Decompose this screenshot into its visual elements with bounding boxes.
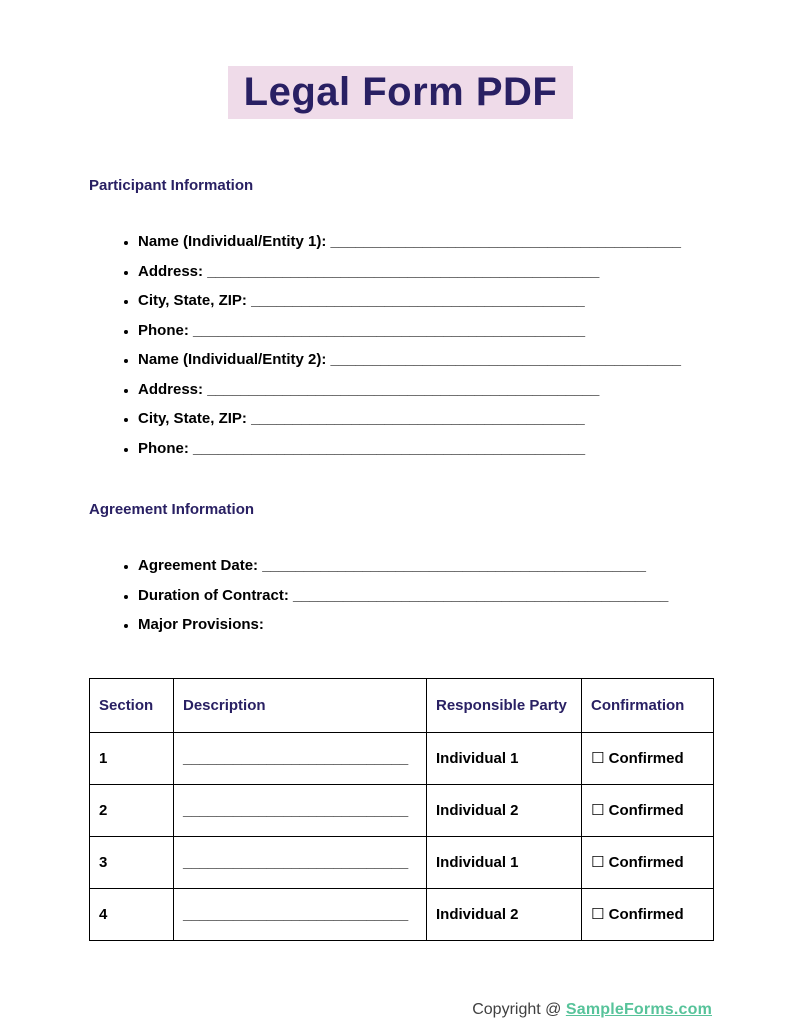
responsible-party-cell: Individual 2 bbox=[427, 784, 582, 836]
form-field-address-2 bbox=[138, 375, 712, 405]
responsible-party-cell: Individual 2 bbox=[427, 888, 582, 940]
confirmation-label: Confirmed bbox=[608, 750, 684, 768]
responsible-party-cell: Individual 1 bbox=[427, 732, 582, 784]
table-row bbox=[90, 784, 714, 836]
form-field-name-entity-1 bbox=[138, 227, 712, 257]
table-row bbox=[90, 888, 714, 940]
table-header-row bbox=[90, 678, 714, 732]
description-blank-cell: ___________________________ bbox=[174, 784, 427, 836]
field-blank-line: __________________________________________ bbox=[330, 351, 681, 369]
confirmation-cell bbox=[582, 888, 714, 940]
checkbox-icon[interactable]: ☐ bbox=[591, 905, 605, 924]
field-label: Agreement Date: bbox=[138, 557, 259, 575]
copyright-text: Copyright @ bbox=[472, 1000, 562, 1018]
page-title: Legal Form PDF bbox=[228, 66, 574, 119]
confirmation-cell bbox=[582, 836, 714, 888]
section-heading-participant-information: Participant Information bbox=[89, 177, 254, 195]
form-field-major-provisions bbox=[138, 610, 712, 640]
provisions-table bbox=[89, 678, 714, 941]
confirmation-cell bbox=[582, 732, 714, 784]
field-label: Address: bbox=[138, 380, 204, 398]
field-label: Address: bbox=[138, 262, 204, 280]
section-number-cell: 2 bbox=[90, 784, 174, 836]
field-label: Phone: bbox=[138, 439, 189, 457]
sampleforms-link[interactable]: SampleForms.com bbox=[565, 1000, 712, 1018]
participant-field-list bbox=[89, 227, 712, 463]
confirmation-label: Confirmed bbox=[608, 854, 684, 872]
table-row bbox=[90, 732, 714, 784]
agreement-field-list bbox=[89, 551, 712, 640]
form-field-name-entity-2 bbox=[138, 345, 712, 375]
checkbox-icon[interactable]: ☐ bbox=[591, 801, 605, 820]
column-header-section: Section bbox=[90, 678, 174, 732]
column-header-confirmation: Confirmation bbox=[582, 678, 714, 732]
column-header-responsible-party: Responsible Party bbox=[427, 678, 582, 732]
field-label: City, State, ZIP: bbox=[138, 410, 247, 428]
field-blank-line: ________________________________________ bbox=[251, 292, 585, 310]
confirmation-label: Confirmed bbox=[608, 802, 684, 820]
section-heading-agreement-information: Agreement Information bbox=[89, 501, 255, 519]
form-field-city-state-zip-2 bbox=[138, 404, 712, 434]
field-blank-line: ______________________________________________ bbox=[262, 557, 646, 575]
description-blank-cell: ___________________________ bbox=[174, 732, 427, 784]
section-number-cell: 3 bbox=[90, 836, 174, 888]
section-number-cell: 4 bbox=[90, 888, 174, 940]
field-blank-line: _______________________________________________ bbox=[193, 321, 586, 339]
form-field-phone-2 bbox=[138, 434, 712, 464]
form-field-address-1 bbox=[138, 257, 712, 287]
responsible-party-cell: Individual 1 bbox=[427, 836, 582, 888]
description-blank-cell: ___________________________ bbox=[174, 888, 427, 940]
form-field-duration-of-contract bbox=[138, 581, 712, 611]
title-container bbox=[89, 0, 712, 119]
column-header-description: Description bbox=[174, 678, 427, 732]
form-field-phone-1 bbox=[138, 316, 712, 346]
field-label: City, State, ZIP: bbox=[138, 292, 247, 310]
form-field-agreement-date bbox=[138, 551, 712, 581]
field-label: Name (Individual/Entity 2): bbox=[138, 351, 327, 369]
field-blank-line: ________________________________________ bbox=[251, 410, 585, 428]
footer bbox=[89, 1001, 712, 1019]
table-row bbox=[90, 836, 714, 888]
field-blank-line: _______________________________________________ bbox=[193, 439, 586, 457]
field-label: Major Provisions: bbox=[138, 616, 264, 634]
field-label: Name (Individual/Entity 1): bbox=[138, 233, 327, 251]
field-blank-line: _______________________________________________ bbox=[207, 262, 600, 280]
section-number-cell: 1 bbox=[90, 732, 174, 784]
checkbox-icon[interactable]: ☐ bbox=[591, 749, 605, 768]
field-blank-line: _____________________________________________ bbox=[293, 586, 669, 604]
field-label: Phone: bbox=[138, 321, 189, 339]
checkbox-icon[interactable]: ☐ bbox=[591, 853, 605, 872]
field-blank-line: __________________________________________ bbox=[330, 233, 681, 251]
field-blank-line: _______________________________________________ bbox=[207, 380, 600, 398]
confirmation-cell bbox=[582, 784, 714, 836]
form-field-city-state-zip-1 bbox=[138, 286, 712, 316]
description-blank-cell: ___________________________ bbox=[174, 836, 427, 888]
confirmation-label: Confirmed bbox=[608, 906, 684, 924]
field-label: Duration of Contract: bbox=[138, 586, 289, 604]
